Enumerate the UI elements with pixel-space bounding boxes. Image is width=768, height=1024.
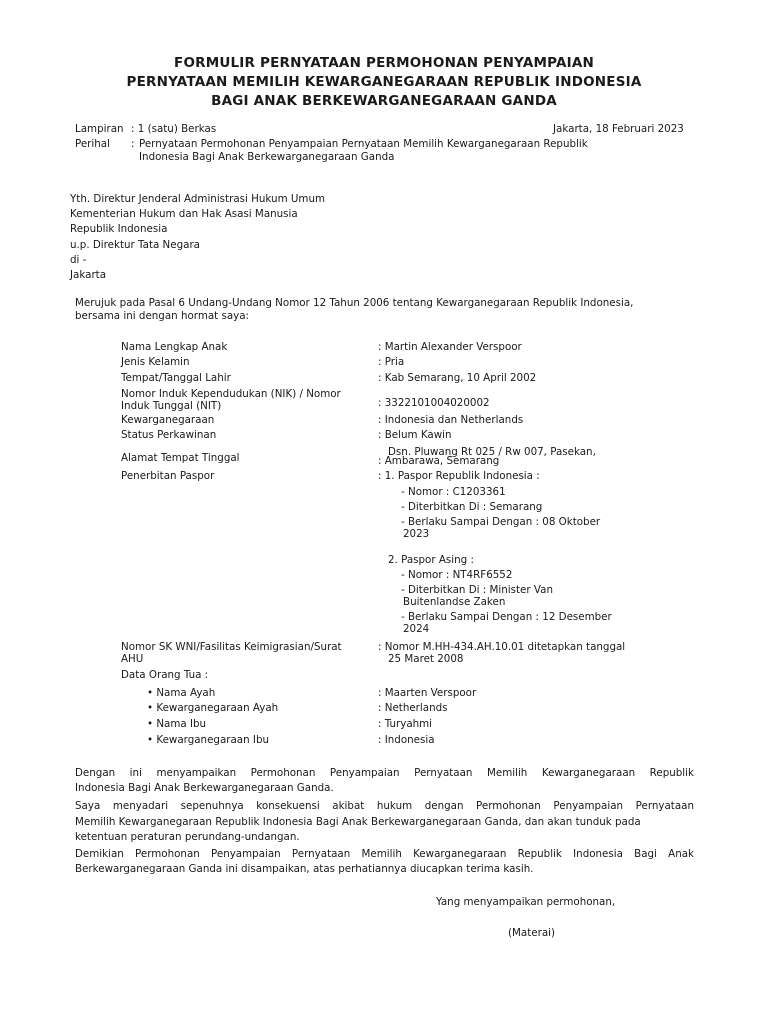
signature-line: Yang menyampaikan permohonan, bbox=[436, 896, 616, 908]
closing-p3-line1: Demikian Permohonan Penyampaian Pernyataan Memilih Kewarganegaraan Republik Indonesia Bagi Anak bbox=[75, 848, 694, 860]
paspor-ri-berlaku-line1: - Berlaku Sampai Dengan : 08 Oktober bbox=[401, 516, 601, 528]
sk-value-line2: 25 Maret 2008 bbox=[388, 653, 464, 665]
kewarganegaraan-value: : Indonesia dan Netherlands bbox=[378, 414, 524, 426]
closing-p2-line1: Saya menyadari sepenuhnya konsekuensi akibat hukum dengan Permohonan Penyampaian Pernyataan bbox=[75, 800, 694, 812]
alamat-label: Alamat Tempat Tinggal bbox=[121, 452, 240, 464]
paspor-ri-diterbitkan: - Diterbitkan Di : Semarang bbox=[401, 501, 543, 513]
intro-line2: bersama ini dengan hormat saya: bbox=[75, 310, 250, 322]
materai-placeholder: (Materai) bbox=[508, 927, 556, 939]
parent-value: : Netherlands bbox=[378, 702, 448, 714]
perihal-colon: : bbox=[131, 138, 135, 150]
status-perkawinan-label: Status Perkawinan bbox=[121, 429, 217, 441]
closing-p3-line2: Berkewarganegaraan Ganda ini disampaikan, atas perhatiannya diucapkan terima kasih. bbox=[75, 863, 534, 875]
parent-label: • Kewarganegaraan Ayah bbox=[147, 702, 279, 714]
closing-p2-line3: ketentuan peraturan perundang-undangan. bbox=[75, 831, 300, 843]
nik-label-line2: Induk Tunggal (NIT) bbox=[121, 400, 222, 412]
perihal-label: Perihal bbox=[75, 138, 110, 150]
ttl-label: Tempat/Tanggal Lahir bbox=[121, 372, 231, 384]
ttl-value: : Kab Semarang, 10 April 2002 bbox=[378, 372, 537, 384]
parent-label: • Nama Ibu bbox=[147, 718, 207, 730]
recipient-line4: u.p. Direktur Tata Negara bbox=[70, 239, 200, 251]
paspor-ri-nomor: - Nomor : C1203361 bbox=[401, 486, 506, 498]
perihal-line2: Indonesia Bagi Anak Berkewarganegaraan Ganda bbox=[139, 151, 395, 163]
nik-label-line1: Nomor Induk Kependudukan (NIK) / Nomor bbox=[121, 388, 341, 400]
paspor-asing-diterbitkan-line1: - Diterbitkan Di : Minister Van bbox=[401, 584, 553, 596]
kewarganegaraan-label: Kewarganegaraan bbox=[121, 414, 215, 426]
lampiran-label: Lampiran bbox=[75, 123, 124, 135]
parent-value: : Maarten Verspoor bbox=[378, 687, 477, 699]
nik-value: : 3322101004020002 bbox=[378, 397, 490, 409]
parent-value: : Turyahmi bbox=[378, 718, 433, 730]
paspor-ri-heading: : 1. Paspor Republik Indonesia : bbox=[378, 470, 540, 482]
recipient-line1: Yth. Direktur Jenderal Administrasi Hukum Umum bbox=[70, 193, 325, 205]
nama-label: Nama Lengkap Anak bbox=[121, 341, 228, 353]
alamat-line2: : Ambarawa, Semarang bbox=[378, 455, 500, 467]
paspor-asing-berlaku-line2: 2024 bbox=[403, 623, 430, 635]
paspor-ri-berlaku-line2: 2023 bbox=[403, 528, 430, 540]
status-perkawinan-value: : Belum Kawin bbox=[378, 429, 452, 441]
paspor-asing-berlaku-line1: - Berlaku Sampai Dengan : 12 Desember bbox=[401, 611, 612, 623]
nama-value: : Martin Alexander Verspoor bbox=[378, 341, 522, 353]
closing-p1-line1: Dengan ini menyampaikan Permohonan Penyampaian Pernyataan Memilih Kewarganegaraan Republik bbox=[75, 767, 694, 779]
form-title-line1: FORMULIR PERNYATAAN PERMOHONAN PENYAMPAIAN bbox=[174, 55, 594, 71]
form-title-line3: BAGI ANAK BERKEWARGANEGARAAN GANDA bbox=[211, 93, 557, 109]
perihal-line1: Pernyataan Permohonan Penyampaian Pernyataan Memilih Kewarganegaraan Republik bbox=[139, 138, 588, 150]
paspor-asing-diterbitkan-line2: Buitenlandse Zaken bbox=[403, 596, 506, 608]
jenis-kelamin-value: : Pria bbox=[378, 356, 405, 368]
paspor-label: Penerbitan Paspor bbox=[121, 470, 215, 482]
parent-value: : Indonesia bbox=[378, 734, 435, 746]
paspor-asing-nomor: - Nomor : NT4RF6552 bbox=[401, 569, 513, 581]
intro-line1: Merujuk pada Pasal 6 Undang-Undang Nomor 12 Tahun 2006 tentang Kewarganegaraan Republik Indonesia, bbox=[75, 297, 634, 309]
form-title-line2: PERNYATAAN MEMILIH KEWARGANEGARAAN REPUBLIK INDONESIA bbox=[126, 74, 642, 90]
sk-label-line1: Nomor SK WNI/Fasilitas Keimigrasian/Surat bbox=[121, 641, 342, 653]
closing-p2-line2: Memilih Kewarganegaraan Republik Indonesia Bagi Anak Berkewarganegaraan Ganda, dan akan tunduk pada bbox=[75, 816, 641, 828]
jenis-kelamin-label: Jenis Kelamin bbox=[121, 356, 190, 368]
recipient-line2: Kementerian Hukum dan Hak Asasi Manusia bbox=[70, 208, 298, 220]
paspor-asing-heading: 2. Paspor Asing : bbox=[388, 554, 474, 566]
parent-label: • Nama Ayah bbox=[147, 687, 216, 699]
sk-value-line1: : Nomor M.HH-434.AH.10.01 ditetapkan tanggal bbox=[378, 641, 626, 653]
closing-p1-line2: Indonesia Bagi Anak Berkewarganegaraan Ganda. bbox=[75, 782, 334, 794]
sk-label-line2: AHU bbox=[121, 653, 144, 665]
lampiran-value: : 1 (satu) Berkas bbox=[131, 123, 217, 135]
letter-date: Jakarta, 18 Februari 2023 bbox=[553, 123, 684, 135]
data-orang-tua-label: Data Orang Tua : bbox=[121, 669, 209, 681]
recipient-line5: di - bbox=[70, 254, 87, 266]
alamat-line1: Dsn. Pluwang Rt 025 / Rw 007, Pasekan, bbox=[388, 446, 596, 458]
recipient-line3: Republik Indonesia bbox=[70, 223, 168, 235]
parent-label: • Kewarganegaraan Ibu bbox=[147, 734, 270, 746]
recipient-line6: Jakarta bbox=[70, 269, 107, 281]
